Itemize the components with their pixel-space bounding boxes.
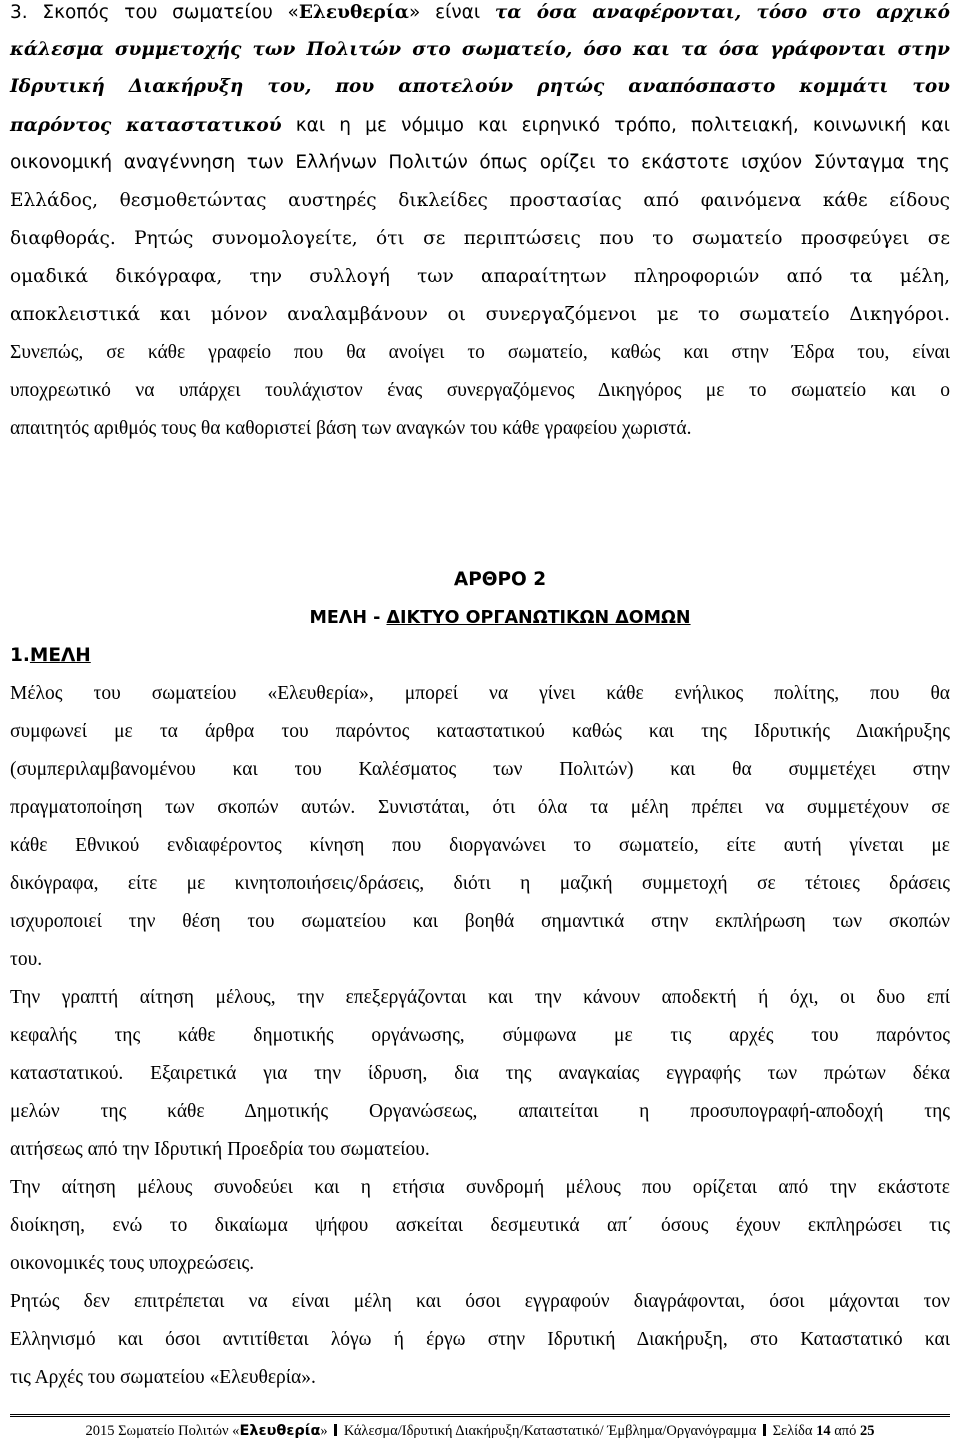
body-line-9: Την γραπτή αίτηση μέλους, την επεξεργάζονται και την κάνουν αποδεκτή ή όχι, οι δυο επί	[10, 987, 950, 1008]
body-line-18: Ελληνισμό και όσοι αντιτίθεται λόγω ή έργω στην Ιδρυτική Διακήρυξη, στο Καταστατικό και	[10, 1329, 950, 1350]
body-line-1: Μέλος του σωματείου «Ελευθερία», μπορεί να γίνει κάθε ενήλικος πολίτης, που θα	[10, 683, 950, 704]
section3-line-12: απαιτητός αριθμός τους θα καθοριστεί βάση των αναγκών του κάθε γραφείου χωριστά.	[10, 418, 692, 439]
body-line-17: Ρητώς δεν επιτρέπεται να είναι μέλη και όσοι εγγραφούν διαγράφονται, όσοι μάχονται τον	[10, 1291, 950, 1312]
footer-rule	[10, 1414, 950, 1417]
body-line-4: πραγματοποίηση των σκοπών αυτών. Συνιστάται, ότι όλα τα μέλη πρέπει να συμμετέχουν σε	[10, 797, 950, 818]
subsection-heading: 1.ΜΕΛΗ	[10, 645, 91, 666]
body-line-14: Την αίτηση μέλους συνοδεύει και η ετήσια συνδρομή μέλους που ορίζεται από την εκάστοτε	[10, 1177, 950, 1198]
body-line-7: ισχυροποιεί την θέση του σωματείου και βοηθά σημαντικά στην εκπλήρωση των σκοπών	[10, 911, 950, 932]
section3-line-10: Συνεπώς, σε κάθε γραφείο που θα ανοίγει το σωματείο, καθώς και στην Έδρα του, είναι	[10, 342, 950, 363]
body-line-13: αιτήσεως από την Ιδρυτική Προεδρία του σωματείου.	[10, 1139, 430, 1160]
body-line-3: (συμπεριλαμβανομένου και του Καλέσματος των Πολιτών) και θα συμμετέχει στην	[10, 759, 950, 780]
body-line-19: τις Αρχές του σωματείου «Ελευθερία».	[10, 1367, 316, 1388]
section3-line-6: Ελλάδος, θεσμοθετώντας αυστηρές δικλείδες προστασίας από φαινόμενα κάθε είδους	[10, 190, 950, 211]
body-line-16: οικονομικές τους υποχρεώσεις.	[10, 1253, 255, 1274]
section3-line-5: οικονομική αναγέννηση των Ελλήνων Πολιτών όπως ορίζει το εκάστοτε ισχύον Σύνταγμα της	[10, 152, 950, 173]
body-line-8: του.	[10, 949, 43, 970]
section3-line-7: διαφθοράς. Ρητώς συνομολογείτε, ότι σε περιπτώσεις που το σωματείο προσφεύγει σε	[10, 228, 950, 249]
section3-line-2: κάλεσμα συμμετοχής των Πολιτών στο σωματείο, όσο και τα όσα γράφονται στην	[10, 39, 950, 60]
page-footer: 2015 Σωματείο Πολιτών «Ελευθερία» Κάλεσμα/Ιδρυτική Διακήρυξη/Καταστατικό/ Έμβλημα/Οργανόγραμμα Σελίδα 14 από 25	[85, 1423, 875, 1439]
section3-line-4: παρόντος καταστατικού και η με νόμιμο και ειρηνικό τρόπο, πολιτειακή, κοινωνική και	[10, 115, 950, 136]
section3-line-11: υποχρεωτικό να υπάρχει τουλάχιστον ένας συνεργαζόμενος Δικηγόρος με το σωματείο και ο	[10, 380, 950, 401]
footer-separator	[763, 1424, 766, 1436]
body-line-12: μελών της κάθε Δημοτικής Οργανώσεως, απαιτείται η προσυπογραφή-αποδοχή της	[10, 1101, 950, 1122]
page-number-current: 14	[816, 1423, 831, 1439]
section3-line-3: Ιδρυτική Διακήρυξη του, που αποτελούν ρητώς αναπόσπαστο κομμάτι του	[10, 76, 950, 97]
footer-separator	[334, 1424, 337, 1436]
article-title: ΜΕΛΗ - ΔΙΚΤΥΟ ΟΡΓΑΝΩΤΙΚΩΝ ΔΟΜΩΝ	[309, 608, 691, 628]
body-line-10: κεφαλής της κάθε δημοτικής οργάνωσης, σύμφωνα με τις αρχές του παρόντος	[10, 1025, 950, 1046]
section3-line-1: 3. Σκοπός του σωματείου «Ελευθερία» είναι τα όσα αναφέρονται, τόσο στο αρχικό	[10, 2, 950, 23]
body-line-11: καταστατικού. Εξαιρετικά για την ίδρυση, δια της αναγκαίας εγγραφής των πρώτων δέκα	[10, 1063, 950, 1084]
section3-line-8: ομαδικά δικόγραφα, την συλλογή των απαραίτητων πληροφοριών από τα μέλη,	[10, 266, 950, 287]
body-line-6: δικόγραφα, είτε με κινητοποιήσεις/δράσεις, διότι η μαζική συμμετοχή σε τέτοιες δράσεις	[10, 873, 950, 894]
section3-line-9: αποκλειστικά και μόνον αναλαμβάνουν οι συνεργαζόμενοι με το σωματείο Δικηγόροι.	[10, 304, 950, 325]
footer-brand: Ελευθερία	[239, 1423, 321, 1439]
body-line-5: κάθε Εθνικού ενδιαφέροντος κίνηση που διοργανώνει το σωματείο, είτε αυτή γίνεται με	[10, 835, 950, 856]
body-line-15: διοίκηση, ενώ το δικαίωμα ψήφου ασκείται δεσμευτικά απ΄ όσους έχουν εκπληρώσει τις	[10, 1215, 950, 1236]
body-line-2: συμφωνεί με τα άρθρα του παρόντος καταστατικού καθώς και της Ιδρυτικής Διακήρυξης	[10, 721, 950, 742]
page-number-total: 25	[860, 1423, 875, 1439]
article-number: ΑΡΘΡΟ 2	[453, 569, 547, 590]
